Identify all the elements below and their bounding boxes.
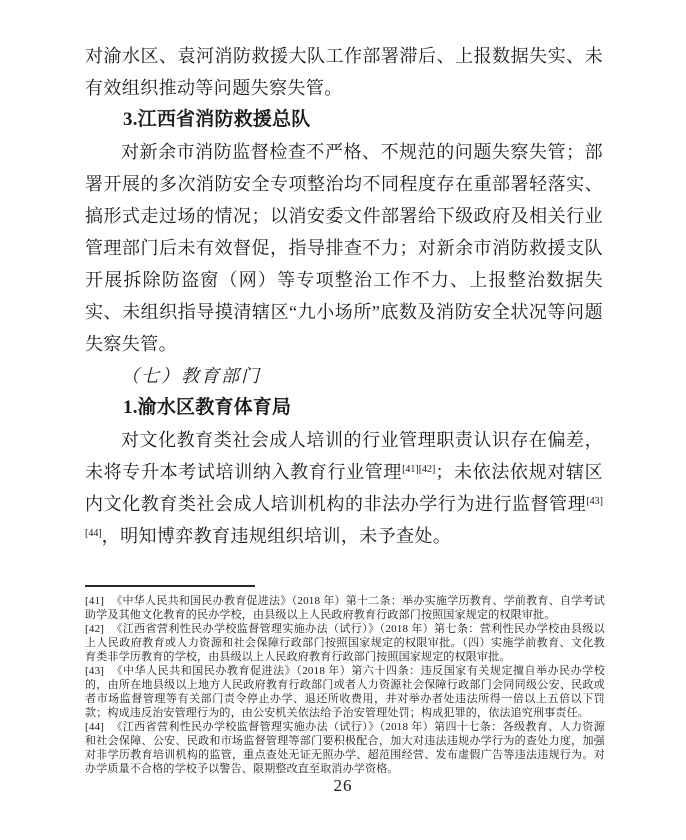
footnote-44 [85,720,605,776]
footnote-ref-43-44: [43][44] [85,496,603,539]
footnote-43-label: [43] [85,665,105,677]
footnotes-section [85,594,605,776]
section-heading-education-departments: （七）教育部门 [121,366,261,386]
paragraph-education-segment-1: 对文化教育类社会成人培训的行业管理职责认识存在偏差，未将专升本考试培训纳入教育行业管理 [85,430,603,482]
paragraph-fire-rescue-corps: 对新余市消防监督检查不严格、不规范的问题失察失管；部署开展的多次消防安全专项整治均不同程度存在重部署轻落实、搞形式走过场的情况；以消安委文件部署给下级政府及相关行业管理部门后未有效督促，指导排查不力；对新余市消防救援支队开展拆除防盗窗（网）等专项整治工作不力、上报整治数据失实、未组织指导摸清辖区“九小场所”底数及消防安全状况等问题失察失管。 [85,142,603,354]
footnote-42-label: [42] [85,623,105,635]
paragraph-education-segment-3: ，明知博弈教育违规组织培训，未予查处。 [101,526,452,546]
footnote-41-label: [41] [85,595,105,607]
footnote-ref-41-42: [41][42] [402,464,436,475]
footnote-43-text: 《中华人民共和国民办教育促进法》（2018 年）第六十四条：违反国家有关规定擅自举办民办学校的，由所在地县级以上地方人民政府教育行政部门或者人力资源社会保障行政部门会同同级公安、民政或者市场监督管理等有关部门责令停止办学、退还所收费用，并对举办者处违法所得一倍以上五倍以下罚款；构成违反治安管理行为的，由公安机关依法给予治安管理处罚；构成犯罪的，依法追究刑事责任。 [85,665,605,719]
footnote-44-text: 《江西省营利性民办学校监督管理实施办法（试行）》（2018 年）第四十七条：各级教育、人力资源和社会保障、公安、民政和市场监督管理等部门要积极配合，加大对违法违规办学行为的查处力度，加强对非学历教育培训机构的监管，重点查处无证无照办学、超范围经营、发布虚假广告等违法违规行为。对办学质量不合格的学校予以警告、限期整改直至取消办学资格。 [85,721,605,775]
footnote-separator-rule [85,585,255,587]
footnote-43 [85,664,605,720]
paragraph-continuation: 对渝水区、袁河消防救援大队工作部署滞后、上报数据失实、未有效组织推动等问题失察失管。 [85,46,603,98]
paragraph-education-bureau [85,424,603,552]
heading-yushui-education-sports-bureau: 1.渝水区教育体育局 [123,397,292,418]
footnote-41-text: 《中华人民共和国民办教育促进法》（2018 年）第十二条：举办实施学历教育、学前教育、自学考试助学及其他文化教育的民办学校，由县级以上人民政府教育行政部门按照国家规定的权限审批。 [85,595,605,621]
footnote-42-text: 《江西省营利性民办学校监督管理实施办法（试行）》（2018 年）第七条：营利性民办学校由县级以上人民政府教育或人力资源和社会保障行政部门按照国家规定的权限审批。（四）实施学前教育、文化教育类非学历教育的学校，由县级以上人民政府教育行政部门按照国家规定的权限审批。 [85,623,605,663]
footnote-41 [85,594,605,622]
footnote-44-label: [44] [85,721,105,733]
paragraph-education-segment-2: ；未依法依规对辖区内文化教育类社会成人培训机构的非法办学行为进行监督管理 [85,462,603,514]
heading-jiangxi-fire-rescue-corps: 3.江西省消防救援总队 [123,109,311,130]
page-number: 26 [333,776,353,795]
footnote-42 [85,622,605,664]
document-body [85,40,603,552]
